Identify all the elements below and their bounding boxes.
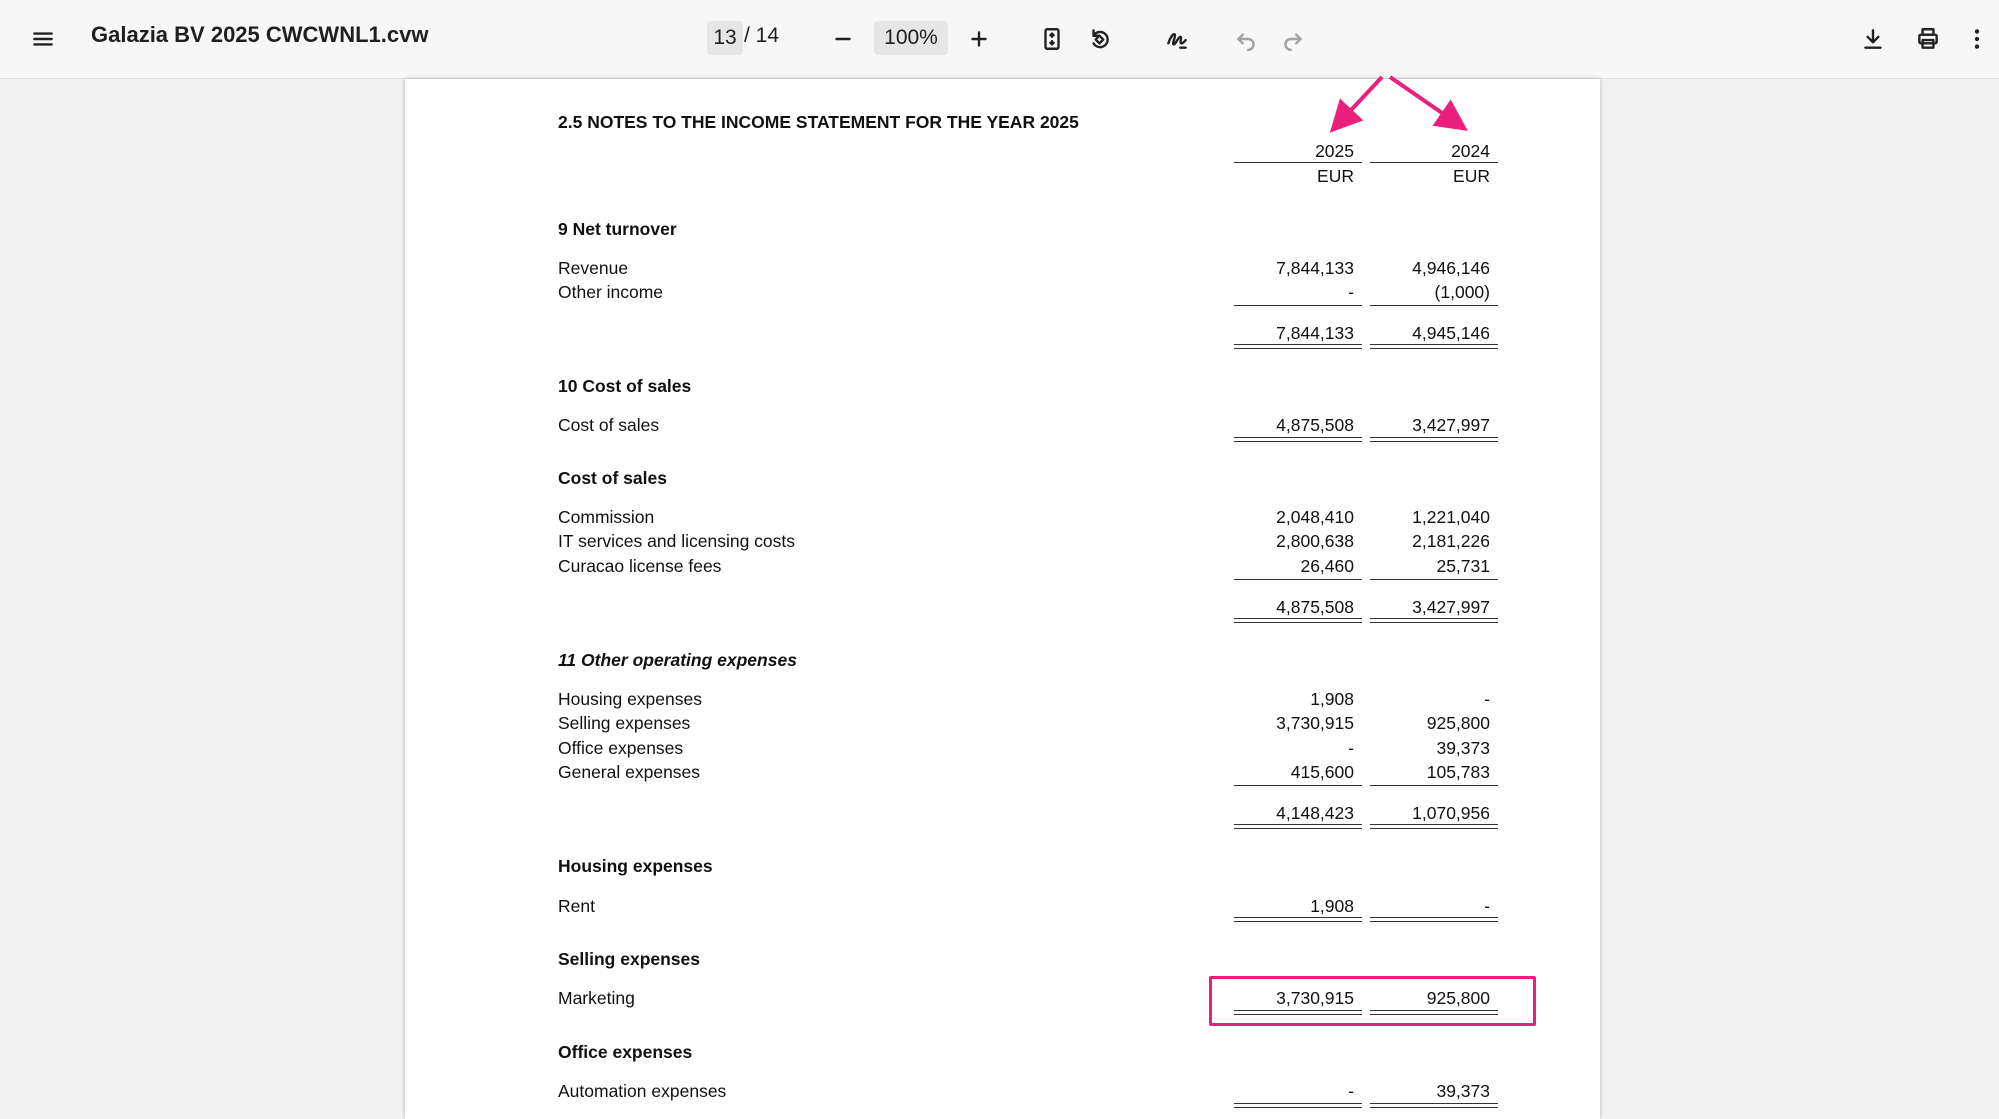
column-header-2025: 2025 [1315, 141, 1354, 161]
page-total: / 14 [744, 24, 780, 47]
section-title: Office expenses [558, 1042, 693, 1062]
row-label: Other income [558, 282, 664, 302]
value-2025: 415,600 [1290, 762, 1354, 782]
zoom-in-button[interactable] [959, 19, 999, 59]
total-double-rule [1370, 824, 1498, 829]
value-2024: 39,373 [1436, 738, 1490, 758]
row-label: General expenses [558, 762, 701, 782]
subtotal-rule [1234, 785, 1362, 786]
row-label: Curacao license fees [558, 556, 722, 576]
fit-page-icon [1039, 26, 1065, 52]
total-double-rule [1370, 618, 1498, 623]
subtotal-rule [1370, 785, 1498, 786]
row-label: Selling expenses [558, 713, 691, 733]
subtotal-rule [1370, 579, 1498, 580]
section-title: 9 Net turnover [558, 219, 677, 239]
value-2025: 26,460 [1300, 556, 1354, 576]
total-2024: 4,945,146 [1412, 323, 1490, 343]
rotate-icon [1087, 26, 1113, 52]
value-2025: 2,048,410 [1276, 507, 1354, 527]
value-2024: - [1484, 689, 1490, 709]
total-2024: 1,070,956 [1412, 803, 1490, 823]
value-2024: 25,731 [1436, 556, 1490, 576]
value-2025: 3,730,915 [1276, 713, 1354, 733]
row-label: Revenue [558, 258, 629, 278]
undo-button[interactable] [1226, 19, 1266, 59]
section-title: 10 Cost of sales [558, 376, 692, 396]
value-2024: 925,800 [1426, 713, 1490, 733]
value-2024: 3,427,997 [1412, 415, 1490, 435]
row-label: Cost of sales [558, 415, 660, 435]
statement-heading: 2.5 NOTES TO THE INCOME STATEMENT FOR THE YEAR 2025 [558, 112, 1079, 132]
annotation-arrows [1320, 72, 1500, 142]
row-label: Commission [558, 507, 655, 527]
value-2024: (1,000) [1434, 282, 1490, 302]
total-double-rule [1234, 344, 1362, 349]
section-title: Cost of sales [558, 468, 667, 488]
menu-button[interactable] [23, 19, 63, 59]
rotate-button[interactable] [1080, 19, 1120, 59]
redo-button[interactable] [1273, 19, 1313, 59]
subtotal-rule [1234, 305, 1362, 306]
value-2025: 1,908 [1310, 689, 1354, 709]
value-2024: 39,373 [1436, 1081, 1490, 1101]
subtotal-rule [1234, 579, 1362, 580]
value-2025: 7,844,133 [1276, 258, 1354, 278]
value-2025: - [1348, 738, 1354, 758]
total-double-rule [1234, 824, 1362, 829]
document-title: Galazia BV 2025 CWCWNL1.cvw [91, 22, 429, 47]
column-header-2024: 2024 [1451, 141, 1490, 161]
row-label: Housing expenses [558, 689, 702, 709]
value-2024: 2,181,226 [1412, 531, 1490, 551]
total-double-rule [1370, 344, 1498, 349]
arrow-to-2024-column [1390, 77, 1458, 124]
download-icon [1860, 26, 1886, 52]
currency-2024: EUR [1453, 166, 1490, 186]
draw-button[interactable] [1157, 19, 1197, 59]
total-double-rule [1234, 618, 1362, 623]
redo-icon [1280, 26, 1306, 52]
total-double-rule [1234, 1103, 1362, 1108]
section-title: Selling expenses [558, 949, 701, 969]
print-button[interactable] [1908, 19, 1948, 59]
download-button[interactable] [1853, 19, 1893, 59]
page-number-input[interactable] [707, 21, 743, 55]
zoom-out-button[interactable] [823, 19, 863, 59]
total-double-rule [1370, 917, 1498, 922]
value-2025: 2,800,638 [1276, 531, 1354, 551]
header-rule-2024 [1370, 162, 1498, 163]
zoom-input[interactable] [874, 21, 948, 55]
income-statement-notes [405, 79, 1600, 1119]
row-label: Office expenses [558, 738, 684, 758]
currency-2025: EUR [1317, 166, 1354, 186]
minus-icon [830, 26, 856, 52]
row-label: Automation expenses [558, 1081, 727, 1101]
value-2024: 105,783 [1426, 762, 1490, 782]
value-2024: 4,946,146 [1412, 258, 1490, 278]
row-label: Rent [558, 896, 595, 916]
row-label: IT services and licensing costs [558, 531, 796, 551]
total-2025: 4,148,423 [1276, 803, 1354, 823]
signature-icon [1164, 26, 1190, 52]
pdf-toolbar [0, 0, 1999, 79]
total-2025: 7,844,133 [1276, 323, 1354, 343]
total-double-rule [1370, 437, 1498, 442]
undo-icon [1233, 26, 1259, 52]
value-2025: 4,875,508 [1276, 415, 1354, 435]
more-vertical-icon [1964, 26, 1990, 52]
value-2025: - [1348, 1081, 1354, 1101]
total-double-rule [1370, 1103, 1498, 1108]
pdf-page [405, 79, 1600, 1119]
section-title: Housing expenses [558, 856, 713, 876]
plus-icon [966, 26, 992, 52]
header-rule-2025 [1234, 162, 1362, 163]
total-double-rule [1234, 437, 1362, 442]
total-double-rule [1234, 917, 1362, 922]
total-2025: 4,875,508 [1276, 597, 1354, 617]
value-2025: 3,730,915 [1276, 988, 1354, 1008]
printer-icon [1915, 26, 1941, 52]
fit-page-button[interactable] [1032, 19, 1072, 59]
value-2025: - [1348, 282, 1354, 302]
hamburger-icon [30, 26, 56, 52]
value-2024: 1,221,040 [1412, 507, 1490, 527]
marketing-highlight-box [1209, 976, 1536, 1026]
arrow-to-2025-column [1338, 77, 1382, 124]
value-2024: - [1484, 896, 1490, 916]
more-options-button[interactable] [1962, 19, 1992, 59]
value-2024: 925,800 [1426, 988, 1490, 1008]
value-2025: 1,908 [1310, 896, 1354, 916]
row-label: Marketing [558, 988, 635, 1008]
subtotal-rule [1370, 305, 1498, 306]
section-title: 11 Other operating expenses [558, 650, 797, 670]
total-2024: 3,427,997 [1412, 597, 1490, 617]
